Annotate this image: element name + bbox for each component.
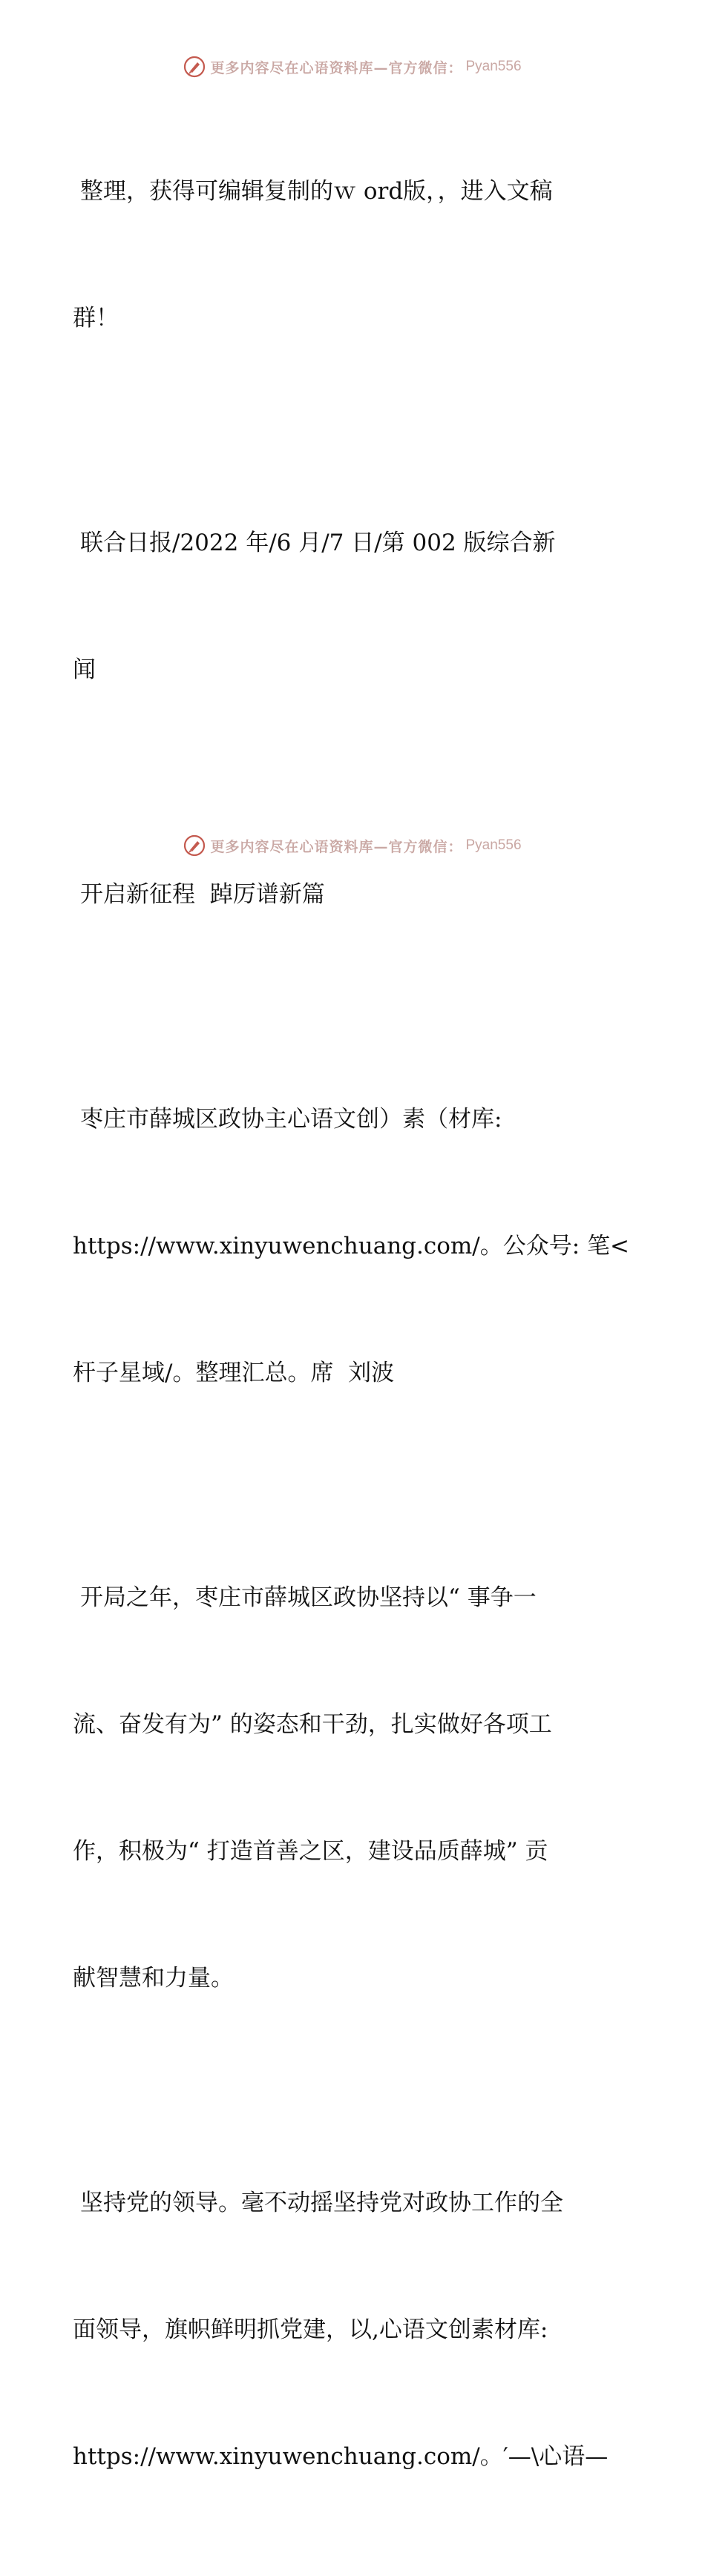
article-title <box>73 789 637 1001</box>
text-line: 坚持党的领导。毫不动摇坚持党对政协工作的全 <box>80 2190 563 2216</box>
header-watermark <box>0 52 705 82</box>
text-line: 开启新征程 踔厉谱新篇 <box>80 881 325 908</box>
text-line: 整理，获得可编辑复制的ｗ ord版，，进入文稿 <box>80 178 553 205</box>
text-line: 闻 <box>73 656 96 683</box>
watermark-text: 更多内容尽在心语资料库—官方微信： <box>210 838 463 855</box>
text-line: 群！ <box>73 305 119 332</box>
document-body <box>73 86 637 2576</box>
watermark-text: 更多内容尽在心语资料库—官方微信： <box>210 59 463 76</box>
text-line: 联合日报/2022 年/6 月/7 日/第 002 版综合新 <box>80 530 556 556</box>
text-line: https://www.xinyuwenchuang.com/。公众号: 笔< <box>73 1233 630 1259</box>
pen-quill-icon <box>183 56 206 78</box>
paragraph-source <box>73 438 637 776</box>
pen-quill-icon <box>183 834 206 857</box>
text-line: 杆子星域/。整理汇总。席 刘波 <box>73 1360 395 1386</box>
text-line: 面领导，旗帜鲜明抓党建，以,心语文创素材库: <box>73 2316 548 2343</box>
text-line: 枣庄市薛城区政协主心语文创）素（材库: <box>80 1106 502 1133</box>
text-line: 开局之年，枣庄市薛城区政协坚持以“ 事争一 <box>80 1584 537 1611</box>
watermark-wechat: Pyan556 <box>465 837 522 853</box>
text-line: 作，积极为“ 打造首善之区，建设品质薛城” 贡 <box>73 1838 548 1865</box>
text-line: 流、奋发有为” 的姿态和干劲，扎实做好各项工 <box>73 1711 552 1738</box>
watermark-wechat: Pyan556 <box>465 59 522 74</box>
footer-watermark <box>0 831 705 860</box>
paragraph-opening <box>73 1492 637 2084</box>
text-line: https://www.xinyuwenchuang.com/。′—\心语— <box>73 2443 609 2470</box>
text-line: 献智慧和力量。 <box>73 1965 234 1992</box>
paragraph-party-leadership <box>73 2098 637 2563</box>
paragraph-author <box>73 1014 637 1479</box>
paragraph-intro <box>73 86 637 424</box>
